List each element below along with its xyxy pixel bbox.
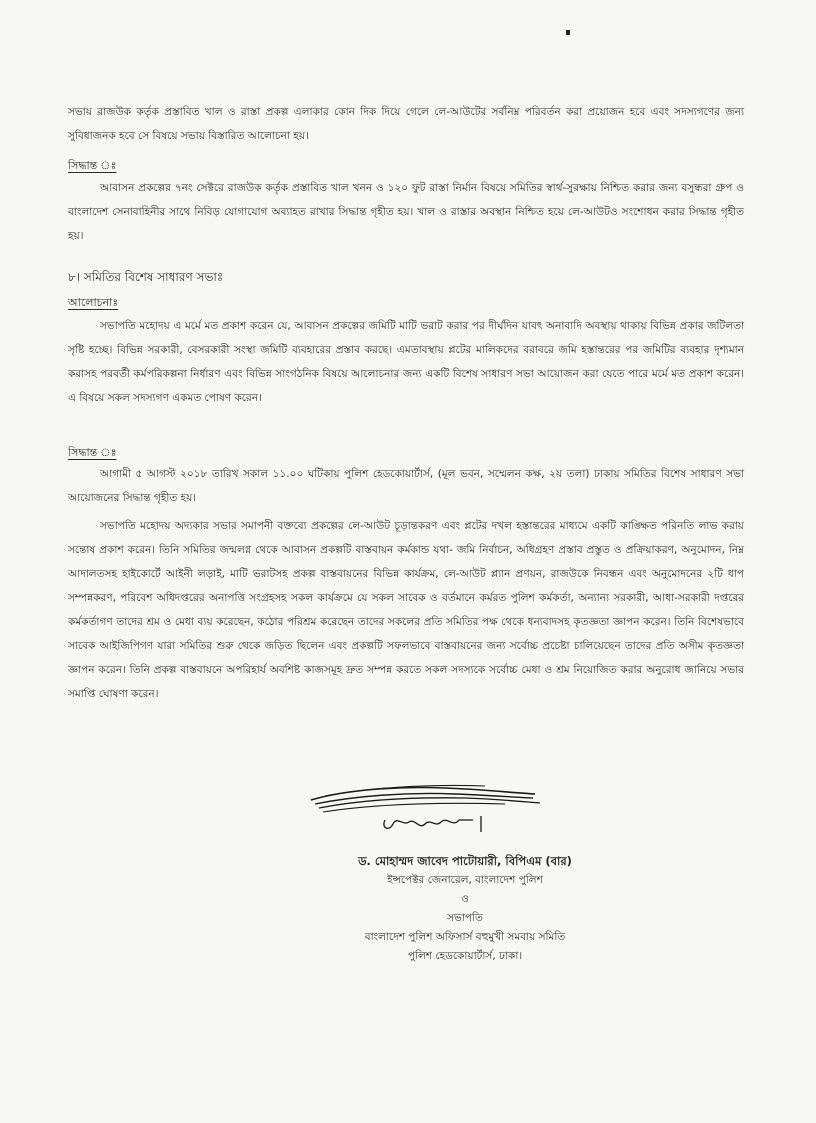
decision2-heading: সিদ্ধান্ত ঃ <box>68 446 117 459</box>
discussion-paragraph: সভাপতি মহোদয় এ মর্মে মত প্রকাশ করেন যে, আবাসন প্রকল্পের জমিটি মাটি ভরাট করার পর দীর্ঘদিন যাবৎ অনাবাদি অবস্থায় থাকায় বিভিন্ন প্রকার জটিলতা সৃষ্টি হচ্ছে। বিভিন্ন সরকারী, বেসরকারী সংস্থা জমিটি ব্যবহারের প্রস্তাব করছে। এমতাবস্থায় প্লটের মালিকদের বরাবরে জমি হস্তান্তরের পর জমিটির ব্যবহার দৃশ্যমান করাসহ পরবর্তী কর্মপরিকল্পনা নির্ধারণ এবং বিভিন্ন সাংগঠনিক বিষয়ে আলোচনার জন্য একটি বিশেষ সাধারণ সভা আয়োজন করা যেতে পারে মর্মে মত প্রকাশ করেন। এ বিষয়ে সকল সদস্যগণ একমত পোষণ করেন। <box>68 320 744 404</box>
decision2-block <box>68 462 744 510</box>
discussion-heading: আলোচনাঃ <box>68 296 119 309</box>
decision1-heading: সিদ্ধান্ত ঃ <box>68 159 117 172</box>
discussion-block <box>68 314 744 410</box>
scan-mark <box>566 30 570 35</box>
signatory-designation: ইন্সপেক্টর জেনারেল, বাংলাদেশ পুলিশ <box>387 874 543 886</box>
signature-image <box>305 770 545 840</box>
signatory-organization: বাংলাদেশ পুলিশ অফিসার্স বহুমুখী সমবায় সমিতি <box>364 931 566 943</box>
decision2-paragraph: আগামী ৫ আগস্ট ২০১৮ তারিখ সকাল ১১.০০ ঘটিকায় পুলিশ হেডকোয়ার্টার্স, (মূল ভবন, সম্মেলন কক্ষ, ২য় তলা) ঢাকায় সমিতির বিশেষ সাধারণ সভা আয়োজনের সিদ্ধান্ত গৃহীত হয়। <box>68 468 744 504</box>
section8-title: ৮। সমিতির বিশেষ সাধারণ সভাঃ <box>68 270 224 284</box>
signatory-role: সভাপতি <box>447 912 483 924</box>
closing-paragraph: সভাপতি মহোদয় অদ্যকার সভার সমাপনী বক্তব্যে প্রকল্পের লে-আউট চূড়ান্তকরণ এবং প্লটের দখল হস্তান্তরের মাধ্যমে একটি কাঙ্ক্ষিত পরিনতি লাভ করায় সন্তোষ প্রকাশ করেন। তিনি সমিতির জন্মলগ্ন থেকে আবাসন প্রকল্পটি বাস্তবায়ন কর্মকান্ড যথা- জমি নির্বাচন, অধিগ্রহণ প্রস্তাব প্রস্তুত ও প্রক্রিয়াকরণ, অনুমোদন, নিম্ন আদালতসহ হাইকোর্টে আইনী লড়াই, মাটি ভরাটসহ প্রকল্প বাস্তবায়নের বিভিন্ন কার্যক্রম, লে-আউট প্ল্যান প্রণয়ন, রাজউকে নিবন্ধন এবং অনুমোদনের ২টি ধাপ সম্পন্নকরণ, পরিবেশ অধিদপ্তরের অনাপত্তি সংগ্রহসহ সকল কার্যক্রমে যে সকল সাবেক ও বর্তমানে কর্মরত পুলিশ কর্মকর্তা, অন্যান্য সরকারী, আধা-সরকারী দপ্তরের কর্মকর্তাগণ তাদের শ্রম ও মেধা ব্যয় করেছেন, কঠোর পরিশ্রম করেছেন তাদের সকলের প্রতি সমিতির পক্ষ থেকে ধন্যবাদসহ কৃতজ্ঞতা জ্ঞাপন করেন। তিনি বিশেষভাবে সাবেক আইজিপিগণ যারা সমিতির শুরু থেকে জড়িত ছিলেন এবং প্রকল্পটি সফলভাবে বাস্তবায়নের জন্য সর্বোচ্চ প্রচেষ্টা চালিয়েছেন তাদের প্রতি অসীম কৃতজ্ঞতা জ্ঞাপন করেন। তিনি প্রকল্প বাস্তবায়নে অপরিহার্য অবশিষ্ট কাজসমূহ দ্রুত সম্পন্ন করতে সকল সদস্যকে সর্বোচ্চ মেধা ও শ্রম নিয়োজিত করার অনুরোধ জানিয়ে সভার সমাপ্তি ঘোষণা করেন। <box>68 520 744 700</box>
signatory-name: ড. মোহাম্মদ জাবেদ পাটোয়ারী, বিপিএম (বার) <box>358 854 572 868</box>
decision1-paragraph: আবাসন প্রকল্পের ৭নং সেক্টরে রাজউক কর্তৃক প্রস্তাবিত খাল খনন ও ১২০ ফুট রাস্তা নির্মান বিষয়ে সমিতির স্বার্থ-সুরক্ষায় নিশ্চিত করার জন্য বসুন্ধরা গ্রুপ ও বাংলাদেশ সেনাবাহিনীর সাথে নিবিড় যোগাযোগ অব্যাহত রাখার সিদ্ধান্ত গৃহীত হয়। খাল ও রাস্তার অবস্থান নিশ্চিত হয়ে লে-আউটও সংশোধন করার সিদ্ধান্ত গৃহীত হয়। <box>68 182 744 242</box>
intro-block <box>68 100 744 148</box>
closing-block <box>68 514 744 706</box>
decision1-block <box>68 176 744 248</box>
signatory-address: পুলিশ হেডকোয়ার্টার্স, ঢাকা। <box>407 950 523 962</box>
signatory-conjunction: ও <box>461 893 469 905</box>
signatory-block <box>300 852 630 966</box>
intro-paragraph: সভায় রাজউক কর্তৃক প্রস্তাবিত খাল ও রাস্তা প্রকল্প এলাকার কোন দিক দিয়ে গেলে লে-আউটের সর্বনিম্ন পরিবর্তন করা প্রয়োজন হবে এবং সদস্যগণের জন্য সুবিধাজনক হবে সে বিষয়ে সভায় বিস্তারিত আলোচনা হয়। <box>68 106 744 142</box>
